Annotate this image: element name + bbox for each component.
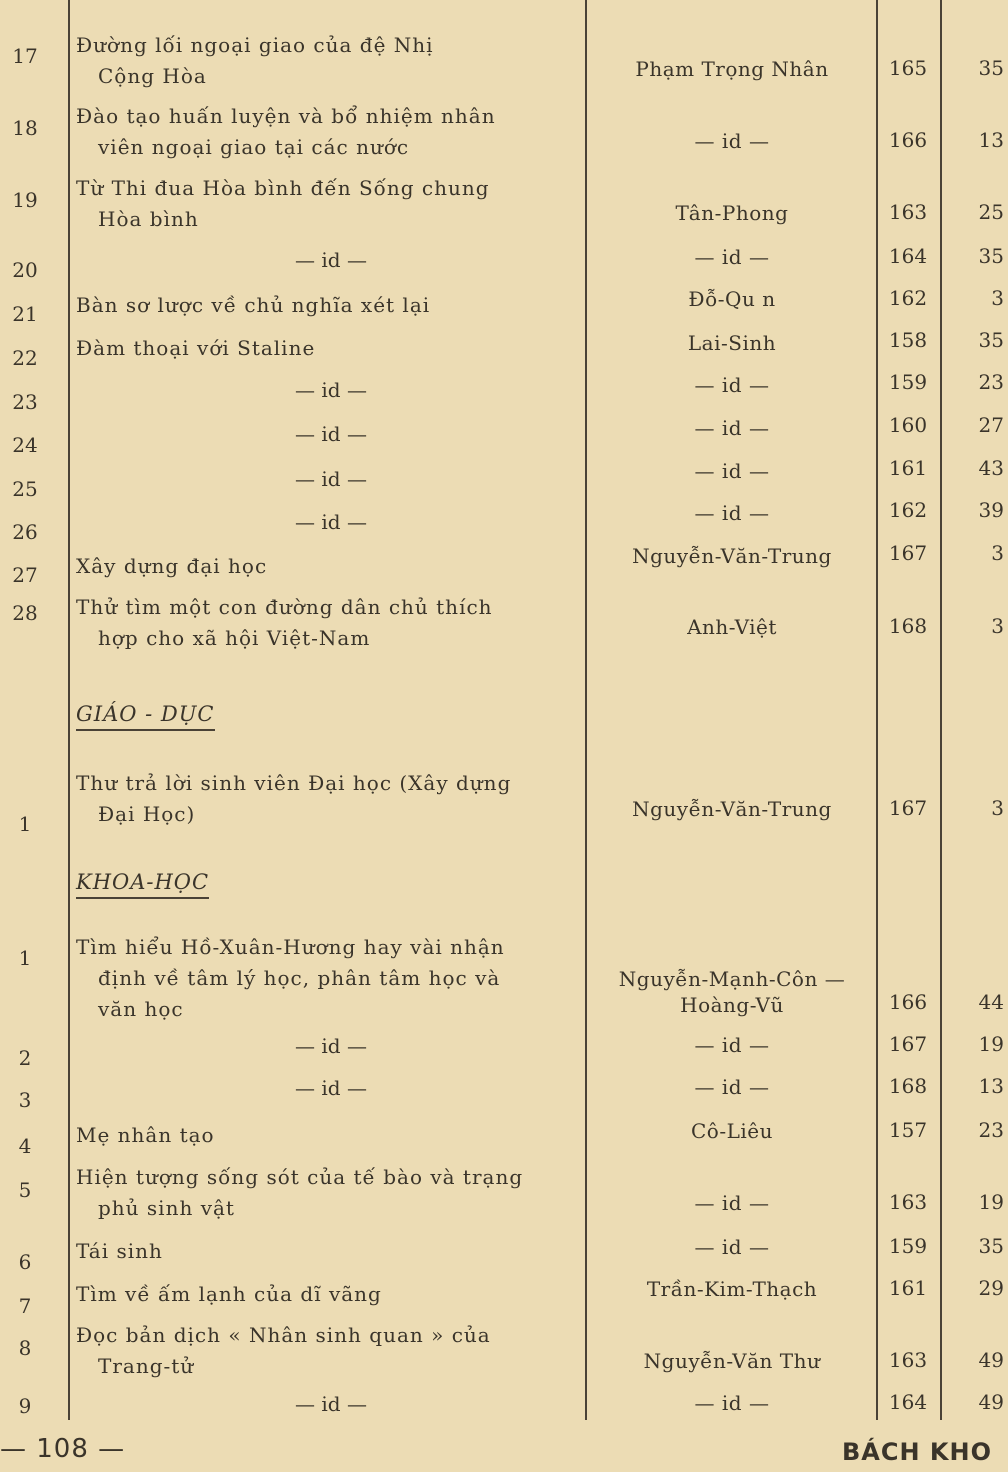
author: Nguyễn-Văn-Trung: [632, 544, 832, 568]
article-title: — id —: [295, 467, 367, 491]
page-ref: 44: [978, 990, 1004, 1014]
row-number: 1: [18, 812, 32, 836]
author: — id —: [694, 501, 770, 525]
article-title: Đường lối ngoại giao của đệ Nhị Cộng Hòa: [76, 33, 434, 88]
author: — id —: [694, 129, 770, 153]
article-title: — id —: [295, 248, 367, 272]
running-title: BÁCH KHO: [842, 1438, 993, 1466]
article-title: Tìm hiểu Hồ-Xuân-Hương hay vài nhận định về tâm lý học, phân tâm học và văn học: [76, 935, 505, 1021]
page-ref: 19: [978, 1190, 1004, 1214]
page-ref: 25: [978, 200, 1004, 224]
article-title: Từ Thi đua Hòa bình đến Sống chung Hòa bình: [76, 176, 490, 231]
row-number: 5: [18, 1178, 32, 1202]
issue-number: 167: [888, 541, 928, 565]
row-number: 1: [18, 946, 32, 970]
page-ref: 13: [978, 128, 1004, 152]
page-ref: 3: [991, 541, 1004, 565]
article-title: — id —: [295, 1034, 367, 1058]
row-number: 8: [18, 1336, 32, 1360]
page-ref: 13: [978, 1074, 1004, 1098]
author: Cô-Liêu: [691, 1119, 773, 1143]
author: Lai-Sinh: [687, 331, 777, 355]
article-title: Đọc bản dịch « Nhân sinh quan » của Trang-tử: [76, 1323, 491, 1378]
issue-number: 166: [888, 990, 928, 1014]
page-ref: 49: [978, 1390, 1004, 1414]
issue-number: 164: [888, 1390, 928, 1414]
row-number: 17: [12, 44, 38, 68]
issue-number: 158: [888, 328, 928, 352]
issue-number: 167: [888, 796, 928, 820]
row-number: 24: [12, 433, 38, 457]
page-ref: 35: [978, 56, 1004, 80]
page-ref: 3: [991, 796, 1004, 820]
row-number: 20: [12, 258, 38, 282]
page-ref: 43: [978, 456, 1004, 480]
issue-number: 157: [888, 1118, 928, 1142]
row-number: 9: [18, 1394, 32, 1418]
author: Trần-Kim-Thạch: [646, 1277, 818, 1301]
page-ref: 23: [978, 1118, 1004, 1142]
page-ref: 23: [978, 370, 1004, 394]
row-number: 22: [12, 346, 38, 370]
author: — id —: [694, 1391, 770, 1415]
rule-title-left: [68, 0, 70, 1420]
author: Phạm Trọng Nhân: [635, 57, 829, 81]
rule-title-right: [585, 0, 587, 1420]
issue-number: 159: [888, 1234, 928, 1258]
rule-issue-right: [940, 0, 942, 1420]
article-title: Đào tạo huấn luyện và bổ nhiệm nhân viên ngoại giao tại các nước: [76, 104, 496, 159]
article-title: Thử tìm một con đường dân chủ thích hợp cho xã hội Việt-Nam: [76, 595, 493, 650]
row-number: 21: [12, 302, 38, 326]
row-number: 7: [18, 1294, 32, 1318]
row-number: 26: [12, 520, 38, 544]
row-number: 4: [18, 1134, 32, 1158]
issue-number: 163: [888, 200, 928, 224]
page-ref: 29: [978, 1276, 1004, 1300]
row-number: 3: [18, 1088, 32, 1112]
row-number: 6: [18, 1250, 32, 1274]
author: — id —: [694, 1191, 770, 1215]
page-ref: 49: [978, 1348, 1004, 1372]
page-ref: 39: [978, 498, 1004, 522]
issue-number: 168: [888, 1074, 928, 1098]
author: Đỗ-Qu n: [688, 287, 776, 311]
article-title: — id —: [295, 422, 367, 446]
article-title: Bàn sơ lược về chủ nghĩa xét lại: [76, 293, 431, 317]
page-ref: 35: [978, 244, 1004, 268]
author: — id —: [694, 1033, 770, 1057]
page-ref: 3: [991, 614, 1004, 638]
issue-number: 165: [888, 56, 928, 80]
article-title: Tìm về ấm lạnh của dĩ vãng: [76, 1282, 382, 1306]
author: Nguyễn-Văn Thư: [643, 1349, 821, 1373]
article-title: Tái sinh: [76, 1239, 163, 1263]
issue-number: 167: [888, 1032, 928, 1056]
article-title: Hiện tượng sống sót của tế bào và trạng phủ sinh vật: [76, 1165, 524, 1220]
issue-number: 168: [888, 614, 928, 638]
row-number: 23: [12, 390, 38, 414]
author: — id —: [694, 416, 770, 440]
page-ref: 35: [978, 328, 1004, 352]
section-heading-giao-duc: GIÁO - DỤC: [76, 702, 215, 731]
author: — id —: [694, 373, 770, 397]
page-number: — 108 —: [0, 1434, 126, 1464]
section-heading-khoa-hoc: KHOA-HỌC: [76, 870, 209, 899]
row-number: 25: [12, 477, 38, 501]
page-ref: 19: [978, 1032, 1004, 1056]
author: — id —: [694, 459, 770, 483]
article-title: Mẹ nhân tạo: [76, 1123, 215, 1147]
issue-number: 164: [888, 244, 928, 268]
issue-number: 160: [888, 413, 928, 437]
article-title: — id —: [295, 378, 367, 402]
issue-number: 163: [888, 1190, 928, 1214]
article-title: — id —: [295, 1076, 367, 1100]
issue-number: 161: [888, 456, 928, 480]
article-title: Thư trả lời sinh viên Đại học (Xây dựng Đại Học): [76, 771, 512, 826]
issue-number: 162: [888, 498, 928, 522]
issue-number: 163: [888, 1348, 928, 1372]
author: Tân-Phong: [675, 201, 789, 225]
article-title: — id —: [295, 510, 367, 534]
author: Anh-Việt: [687, 615, 777, 639]
article-title: Đàm thoại với Staline: [76, 336, 316, 360]
author: — id —: [694, 1235, 770, 1259]
issue-number: 166: [888, 128, 928, 152]
row-number: 2: [18, 1046, 32, 1070]
row-number: 18: [12, 116, 38, 140]
page-ref: 35: [978, 1234, 1004, 1258]
row-number: 27: [12, 563, 38, 587]
row-number: 28: [12, 601, 38, 625]
article-title: — id —: [295, 1392, 367, 1416]
author: — id —: [694, 1075, 770, 1099]
author: — id —: [694, 245, 770, 269]
author: Nguyễn-Văn-Trung: [632, 797, 832, 821]
issue-number: 162: [888, 286, 928, 310]
page-ref: 27: [978, 413, 1004, 437]
author: Nguyễn-Mạnh-Côn — Hoàng-Vũ: [618, 967, 846, 1017]
article-title: Xây dựng đại học: [76, 554, 268, 578]
issue-number: 161: [888, 1276, 928, 1300]
issue-number: 159: [888, 370, 928, 394]
row-number: 19: [12, 188, 38, 212]
page-ref: 3: [991, 286, 1004, 310]
